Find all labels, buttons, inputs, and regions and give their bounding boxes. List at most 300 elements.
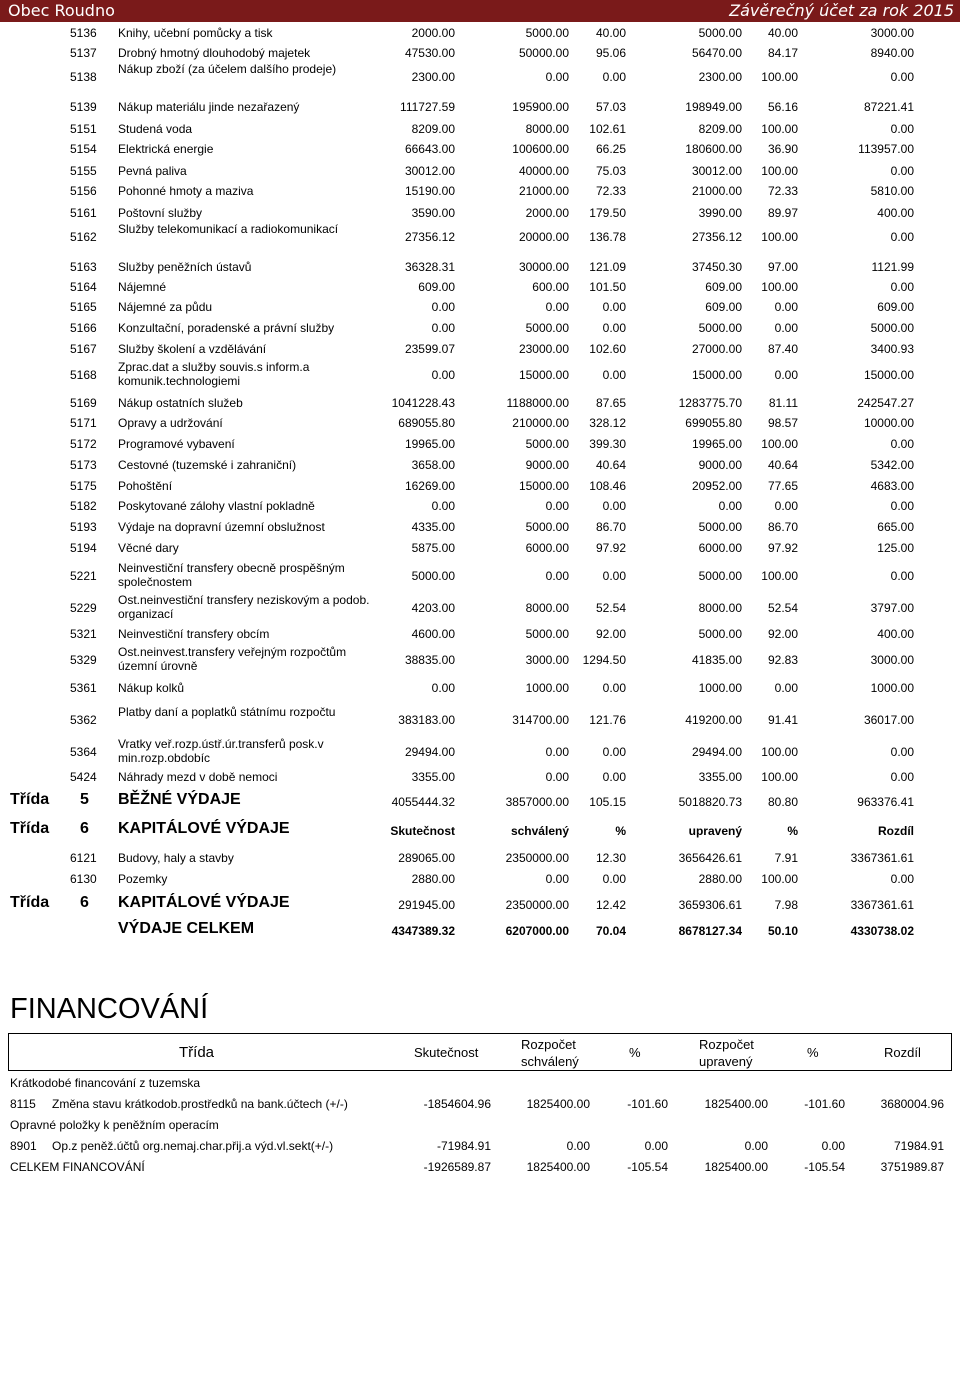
value-adjusted: 30012.00 (691, 164, 742, 178)
item-code: 5161 (70, 206, 97, 220)
value-pct-approved: 12.30 (595, 851, 626, 865)
value-actual: 4600.00 (411, 627, 455, 641)
value-pct-adjusted: 100.00 (761, 872, 798, 886)
class-label: Třída (10, 791, 50, 808)
item-name: Poskytované zálohy vlastní pokladně (118, 499, 315, 513)
value-actual: 29494.00 (404, 745, 455, 759)
value-pct-approved: 105.15 (589, 795, 626, 809)
item-code: 6130 (70, 872, 97, 886)
value-adjusted: 419200.00 (685, 713, 742, 727)
value-difference: 0.00 (890, 499, 914, 513)
item-code: 5329 (70, 653, 97, 667)
value-adjusted: 180600.00 (685, 142, 742, 156)
value-adjusted: 15000.00 (691, 368, 742, 382)
value-difference: 0.00 (890, 437, 914, 451)
value-difference: 71984.91 (893, 1139, 944, 1153)
item-name: Výdaje na dopravní územní obslužnost (118, 520, 325, 534)
value-actual: -71984.91 (436, 1139, 491, 1153)
value-difference: 10000.00 (863, 416, 914, 430)
value-pct-approved: 328.12 (589, 416, 626, 430)
value-adjusted: 609.00 (705, 300, 742, 314)
value-adjusted: 609.00 (705, 280, 742, 294)
item-code: 5137 (70, 46, 97, 60)
value-pct-adjusted: -101.60 (804, 1097, 845, 1111)
value-pct-adjusted: 0.00 (821, 1139, 845, 1153)
value-actual: 3355.00 (411, 770, 455, 784)
value-difference: 1121.99 (871, 260, 914, 274)
item-name: Drobný hmotný dlouhodobý majetek (118, 46, 311, 60)
item-name: Věcné dary (118, 541, 179, 555)
item-code: 5162 (70, 230, 97, 244)
value-pct-approved: 95.06 (595, 46, 626, 60)
value-actual: 4347389.32 (391, 924, 455, 938)
value-actual: 5875.00 (411, 541, 455, 555)
value-difference: 665.00 (877, 520, 914, 534)
value-difference: 0.00 (890, 230, 914, 244)
value-pct-approved: 0.00 (602, 569, 626, 583)
value-pct-approved: 102.60 (589, 342, 626, 356)
value-pct-adjusted: 100.00 (761, 230, 798, 244)
class-label: Třída (10, 820, 50, 837)
value-pct-adjusted: 92.00 (767, 627, 798, 641)
item-code: 5166 (70, 321, 97, 335)
value-approved: 100600.00 (512, 142, 569, 156)
col-header-adjusted: upravený (688, 824, 742, 838)
financing-header (8, 1033, 952, 1071)
value-difference: 4683.00 (870, 479, 914, 493)
item-name: Opravy a udržování (118, 416, 223, 430)
value-difference: 400.00 (877, 627, 914, 641)
value-approved: 5000.00 (525, 437, 569, 451)
value-approved: 0.00 (545, 745, 569, 759)
value-pct-approved: -105.54 (627, 1160, 668, 1174)
value-adjusted: 0.00 (744, 1139, 768, 1153)
value-approved: 0.00 (545, 300, 569, 314)
value-actual: 0.00 (431, 368, 455, 382)
item-name: Nájemné za půdu (118, 300, 213, 314)
value-approved: 15000.00 (518, 479, 569, 493)
col-header-difference: Rozdíl (878, 824, 914, 838)
item-name: Vratky veř.rozp.ústř.úr.transferů posk.v min.rozp.obdobíc (118, 737, 324, 765)
item-name: Nákup kolků (118, 681, 185, 695)
value-difference: 3367361.61 (850, 851, 914, 865)
value-pct-approved: 101.50 (589, 280, 626, 294)
value-actual: 111727.59 (400, 100, 455, 114)
item-code: 8901 (10, 1139, 37, 1153)
value-approved: 50000.00 (518, 46, 569, 60)
value-difference: 0.00 (890, 70, 914, 84)
document-header (0, 0, 960, 22)
value-approved: 15000.00 (518, 368, 569, 382)
value-pct-adjusted: 97.92 (767, 541, 798, 555)
value-actual: 1041228.43 (391, 396, 455, 410)
value-pct-approved: 0.00 (602, 300, 626, 314)
value-adjusted: 3355.00 (698, 770, 742, 784)
value-pct-approved: 121.09 (589, 260, 626, 274)
item-code: 5136 (70, 26, 97, 40)
item-code: 5364 (70, 745, 97, 759)
value-actual: 4055444.32 (391, 795, 455, 809)
value-actual: 689055.80 (398, 416, 455, 430)
item-name: Služby peněžních ústavů (118, 260, 252, 274)
value-approved: 3000.00 (525, 653, 569, 667)
value-adjusted: 27000.00 (691, 342, 742, 356)
value-pct-approved: 40.00 (595, 26, 626, 40)
item-code: 5168 (70, 368, 97, 382)
value-actual: 0.00 (431, 499, 455, 513)
item-code: 5171 (70, 416, 97, 430)
value-difference: 3400.93 (870, 342, 914, 356)
value-difference: 4330738.02 (850, 924, 914, 938)
class-number: 6 (80, 820, 89, 837)
col-rozpocet-upraveny-1: Rozpočet (699, 1037, 754, 1052)
value-adjusted: 0.00 (718, 499, 742, 513)
document-title: Závěrečný účet za rok 2015 (729, 1, 954, 20)
value-approved: 3857000.00 (505, 795, 569, 809)
item-code: 5361 (70, 681, 97, 695)
value-adjusted: 1825400.00 (704, 1160, 768, 1174)
value-adjusted: 8000.00 (698, 601, 742, 615)
value-pct-adjusted: 80.80 (767, 795, 798, 809)
value-adjusted: 5000.00 (698, 627, 742, 641)
value-difference: 5000.00 (870, 321, 914, 335)
value-pct-approved: 0.00 (602, 70, 626, 84)
col-rozpocet-schvaleny-1: Rozpočet (521, 1037, 576, 1052)
item-name: Nákup zboží (za účelem dalšího prodeje) (118, 62, 337, 76)
value-approved: 8000.00 (525, 122, 569, 136)
value-pct-approved: 70.04 (595, 924, 626, 938)
item-name: Služby školení a vzdělávání (118, 342, 267, 356)
item-code: 5362 (70, 713, 97, 727)
value-difference: 3797.00 (870, 601, 914, 615)
col-skutecnost: Skutečnost (414, 1045, 479, 1060)
item-name: Programové vybavení (118, 437, 235, 451)
value-adjusted: 1000.00 (698, 681, 742, 695)
value-approved: 1825400.00 (526, 1160, 590, 1174)
value-approved: 20000.00 (518, 230, 569, 244)
col-header-pct-approved: % (615, 824, 626, 838)
value-pct-approved: 179.50 (589, 206, 626, 220)
value-adjusted: 3990.00 (698, 206, 742, 220)
value-actual: 383183.00 (398, 713, 455, 727)
value-pct-approved: 102.61 (589, 122, 626, 136)
value-approved: 1188000.00 (506, 396, 569, 410)
value-difference: 609.00 (877, 300, 914, 314)
item-code: 6121 (70, 851, 97, 865)
value-adjusted: 6000.00 (698, 541, 742, 555)
value-pct-approved: 0.00 (602, 499, 626, 513)
value-adjusted: 56470.00 (691, 46, 742, 60)
value-difference: 5810.00 (870, 184, 914, 198)
value-adjusted: 1283775.70 (678, 396, 742, 410)
item-code: 5229 (70, 601, 97, 615)
value-difference: 125.00 (877, 541, 914, 555)
value-actual: 5000.00 (411, 569, 455, 583)
value-adjusted: 5000.00 (698, 26, 742, 40)
value-approved: 9000.00 (525, 458, 569, 472)
item-name: Nájemné (118, 280, 167, 294)
col-trida: Třída (179, 1044, 215, 1061)
value-actual: 2000.00 (411, 26, 455, 40)
value-pct-adjusted: 0.00 (774, 368, 798, 382)
value-pct-adjusted: 91.41 (767, 713, 798, 727)
item-code: 5321 (70, 627, 97, 641)
value-approved: 5000.00 (525, 26, 569, 40)
value-adjusted: 2300.00 (698, 70, 742, 84)
item-name: Změna stavu krátkodob.prostředků na bank.účtech (+/-) (52, 1097, 348, 1111)
value-adjusted: 2880.00 (698, 872, 742, 886)
value-pct-approved: 12.42 (595, 898, 626, 912)
value-actual: -1926589.87 (423, 1160, 491, 1174)
class-name: KAPITÁLOVÉ VÝDAJE (118, 820, 290, 837)
value-approved: 0.00 (545, 499, 569, 513)
value-pct-adjusted: 100.00 (761, 70, 798, 84)
value-approved: 1000.00 (525, 681, 569, 695)
value-pct-approved: -101.60 (627, 1097, 668, 1111)
value-actual: 19965.00 (404, 437, 455, 451)
value-adjusted: 9000.00 (698, 458, 742, 472)
value-difference: 1000.00 (870, 681, 914, 695)
value-approved: 210000.00 (512, 416, 569, 430)
value-difference: 0.00 (890, 770, 914, 784)
value-difference: 0.00 (890, 122, 914, 136)
value-difference: 242547.27 (857, 396, 914, 410)
item-name: Nákup ostatních služeb (118, 396, 243, 410)
item-name: Elektrická energie (118, 142, 214, 156)
item-code: 5164 (70, 280, 97, 294)
value-pct-approved: 0.00 (602, 872, 626, 886)
value-pct-adjusted: 100.00 (761, 122, 798, 136)
item-code: 5172 (70, 437, 97, 451)
value-adjusted: 41835.00 (691, 653, 742, 667)
class-name: KAPITÁLOVÉ VÝDAJE (118, 894, 290, 911)
value-actual: 15190.00 (404, 184, 455, 198)
value-approved: 2000.00 (525, 206, 569, 220)
item-name: Neinvestiční transfery obecně prospěšným společnostem (118, 561, 345, 589)
value-approved: 0.00 (545, 70, 569, 84)
value-adjusted: 27356.12 (691, 230, 742, 244)
value-adjusted: 3659306.61 (678, 898, 742, 912)
value-difference: 87221.41 (863, 100, 914, 114)
municipality-name: Obec Roudno (8, 1, 115, 20)
value-pct-approved: 0.00 (602, 770, 626, 784)
value-pct-adjusted: 98.57 (767, 416, 798, 430)
value-pct-adjusted: 36.90 (767, 142, 798, 156)
value-adjusted: 3656426.61 (678, 851, 742, 865)
item-name: Služby telekomunikací a radiokomunikací (118, 222, 339, 236)
value-pct-approved: 0.00 (602, 368, 626, 382)
item-code: 5182 (70, 499, 97, 513)
value-approved: 21000.00 (518, 184, 569, 198)
value-pct-approved: 399.30 (589, 437, 626, 451)
value-actual: 289065.00 (398, 851, 455, 865)
value-adjusted: 5000.00 (698, 321, 742, 335)
value-approved: 6000.00 (525, 541, 569, 555)
value-pct-approved: 87.65 (595, 396, 626, 410)
financing-title: FINANCOVÁNÍ (10, 993, 209, 1025)
value-pct-adjusted: 97.00 (767, 260, 798, 274)
class-number: 6 (80, 894, 89, 911)
value-difference: 3367361.61 (850, 898, 914, 912)
value-adjusted: 19965.00 (691, 437, 742, 451)
col-pct-1: % (629, 1045, 641, 1060)
value-pct-adjusted: 0.00 (774, 499, 798, 513)
value-actual: 0.00 (431, 681, 455, 695)
value-difference: 3000.00 (870, 653, 914, 667)
item-code: 5154 (70, 142, 97, 156)
value-difference: 8940.00 (870, 46, 914, 60)
value-pct-adjusted: 100.00 (761, 437, 798, 451)
value-pct-adjusted: 77.65 (767, 479, 798, 493)
value-approved: 5000.00 (525, 321, 569, 335)
item-code: 5424 (70, 770, 97, 784)
value-pct-adjusted: 87.40 (767, 342, 798, 356)
value-difference: 0.00 (890, 164, 914, 178)
value-pct-adjusted: 100.00 (761, 164, 798, 178)
col-rozpocet-upraveny-2: upravený (699, 1054, 753, 1069)
value-actual: 16269.00 (404, 479, 455, 493)
value-approved: 195900.00 (512, 100, 569, 114)
value-pct-adjusted: 100.00 (761, 280, 798, 294)
value-approved: 0.00 (545, 770, 569, 784)
grand-total-label: VÝDAJE CELKEM (118, 920, 255, 937)
item-code: 5139 (70, 100, 97, 114)
value-pct-approved: 75.03 (595, 164, 626, 178)
value-approved: 600.00 (532, 280, 569, 294)
value-actual: 291945.00 (398, 898, 455, 912)
value-difference: 0.00 (890, 872, 914, 886)
value-actual: 2880.00 (411, 872, 455, 886)
value-pct-adjusted: 0.00 (774, 681, 798, 695)
value-approved: 0.00 (566, 1139, 590, 1153)
value-adjusted: 8209.00 (698, 122, 742, 136)
item-name: Náhrady mezd v době nemoci (118, 770, 278, 784)
item-name: Zprac.dat a služby souvis.s inform.a komunik.technologiemi (118, 360, 310, 388)
item-code: 5173 (70, 458, 97, 472)
value-pct-adjusted: 50.10 (767, 924, 798, 938)
value-pct-adjusted: 7.98 (774, 898, 798, 912)
col-header-actual: Skutečnost (390, 824, 455, 838)
value-pct-approved: 52.54 (595, 601, 626, 615)
item-code: 5151 (70, 122, 97, 136)
value-pct-adjusted: 7.91 (774, 851, 798, 865)
value-difference: 0.00 (890, 745, 914, 759)
value-actual: 0.00 (431, 300, 455, 314)
item-code: 5156 (70, 184, 97, 198)
class-name: BĚŽNÉ VÝDAJE (118, 791, 241, 808)
value-approved: 8000.00 (525, 601, 569, 615)
item-code: 5175 (70, 479, 97, 493)
value-approved: 1825400.00 (526, 1097, 590, 1111)
value-difference: 15000.00 (863, 368, 914, 382)
value-difference: 400.00 (877, 206, 914, 220)
value-pct-adjusted: 86.70 (767, 520, 798, 534)
value-pct-approved: 0.00 (602, 745, 626, 759)
value-pct-approved: 108.46 (589, 479, 626, 493)
value-pct-approved: 0.00 (602, 321, 626, 335)
value-pct-approved: 66.25 (595, 142, 626, 156)
item-code: 5169 (70, 396, 97, 410)
value-actual: 23599.07 (404, 342, 455, 356)
total-label: CELKEM FINANCOVÁNÍ (10, 1160, 145, 1174)
value-actual: 30012.00 (404, 164, 455, 178)
item-name: Op.z peněž.účtů org.nemaj.char.přij.a výd.vl.sekt(+/-) (52, 1139, 334, 1153)
value-pct-adjusted: -105.54 (804, 1160, 845, 1174)
value-pct-adjusted: 40.64 (767, 458, 798, 472)
value-approved: 40000.00 (518, 164, 569, 178)
value-difference: 113957.00 (858, 142, 914, 156)
value-pct-adjusted: 52.54 (767, 601, 798, 615)
col-header-pct-adjusted: % (787, 824, 798, 838)
item-code: 5194 (70, 541, 97, 555)
value-pct-adjusted: 40.00 (767, 26, 798, 40)
item-code: 8115 (10, 1097, 36, 1111)
value-pct-adjusted: 81.11 (768, 396, 798, 410)
value-actual: 27356.12 (404, 230, 455, 244)
value-approved: 6207000.00 (505, 924, 569, 938)
value-difference: 5342.00 (870, 458, 914, 472)
value-pct-approved: 97.92 (595, 541, 626, 555)
value-adjusted: 37450.30 (691, 260, 742, 274)
col-rozdil: Rozdíl (884, 1045, 921, 1060)
item-code: 5167 (70, 342, 97, 356)
value-actual: 8209.00 (411, 122, 455, 136)
value-difference: 0.00 (890, 280, 914, 294)
value-actual: -1854604.96 (423, 1097, 491, 1111)
item-name: Neinvestiční transfery obcím (118, 627, 270, 641)
section-label: Opravné položky k peněžním operacím (10, 1118, 219, 1132)
value-difference: 36017.00 (863, 713, 914, 727)
item-name: Studená voda (118, 122, 193, 136)
value-pct-adjusted: 0.00 (774, 321, 798, 335)
value-pct-adjusted: 0.00 (774, 300, 798, 314)
value-pct-adjusted: 56.16 (767, 100, 798, 114)
item-code: 5138 (70, 70, 97, 84)
item-name: Cestovné (tuzemské i zahraniční) (118, 458, 297, 472)
value-pct-adjusted: 100.00 (761, 569, 798, 583)
item-name: Budovy, haly a stavby (118, 851, 234, 865)
value-approved: 0.00 (545, 569, 569, 583)
section-label: Krátkodobé financování z tuzemska (10, 1076, 201, 1090)
value-pct-approved: 1294.50 (582, 653, 626, 667)
class-number: 5 (80, 791, 89, 808)
value-pct-approved: 57.03 (595, 100, 626, 114)
item-name: Knihy, učební pomůcky a tisk (118, 26, 273, 40)
value-pct-approved: 92.00 (595, 627, 626, 641)
item-code: 5193 (70, 520, 97, 534)
value-adjusted: 29494.00 (691, 745, 742, 759)
item-name: Nákup materiálu jinde nezařazený (118, 100, 300, 114)
value-difference: 3680004.96 (880, 1097, 944, 1111)
value-actual: 3658.00 (411, 458, 455, 472)
value-approved: 5000.00 (525, 627, 569, 641)
value-actual: 4203.00 (411, 601, 455, 615)
value-approved: 2350000.00 (505, 851, 569, 865)
value-actual: 47530.00 (404, 46, 455, 60)
value-actual: 66643.00 (404, 142, 455, 156)
value-pct-adjusted: 92.83 (767, 653, 798, 667)
item-name: Poštovní služby (118, 206, 203, 220)
value-actual: 2300.00 (411, 70, 455, 84)
value-approved: 30000.00 (518, 260, 569, 274)
value-actual: 0.00 (431, 321, 455, 335)
value-pct-adjusted: 100.00 (761, 745, 798, 759)
value-difference: 3000.00 (870, 26, 914, 40)
value-pct-adjusted: 100.00 (761, 770, 798, 784)
value-approved: 23000.00 (518, 342, 569, 356)
value-adjusted: 5000.00 (698, 520, 742, 534)
value-actual: 609.00 (418, 280, 455, 294)
